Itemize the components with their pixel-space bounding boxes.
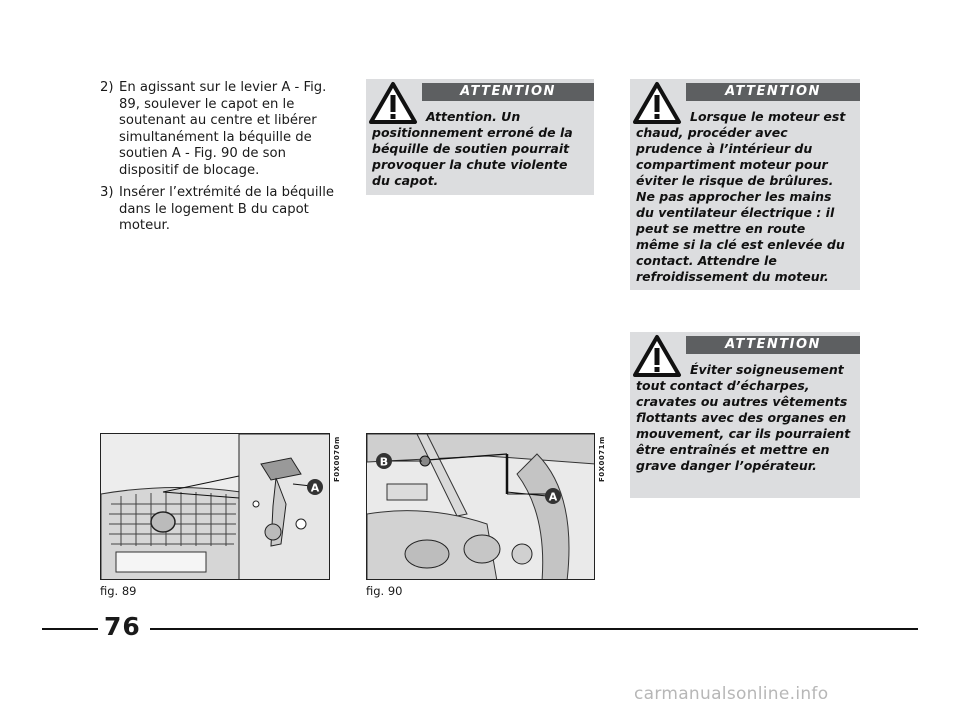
figure-90-hood-strut [366,433,595,580]
figure-caption: fig. 90 [366,584,403,598]
warning-box-hot-engine [630,79,860,290]
callout-b-label: B [379,455,389,469]
warning-tag: ATTENTION [422,83,594,101]
step-3 [100,185,340,235]
warning-box-loose-clothing [630,332,860,498]
warning-text-content: Attention. Un positionnement erroné de la béquille de soutien pourrait provoquer la chute violente du capot. [372,109,573,188]
figure-code: F0X0070m [333,436,341,482]
warning-box-hood-support [366,79,594,195]
hood-lever-illustration [101,434,330,580]
warning-tag: ATTENTION [686,83,860,101]
warning-tag: ATTENTION [686,336,860,354]
warning-text [636,109,852,285]
hood-strut-illustration [367,434,595,580]
warning-text [636,362,852,474]
page-number: 76 [104,612,141,641]
callout-a-label: A [310,481,320,495]
warning-text-content: Éviter soigneusement tout contact d’écharpes, cravates ou autres vêtements flottants avec des organes en mouvement, car ils pourraient être entraînés et mettre en grave danger l’opérateur. [636,362,851,473]
warning-text-content: Lorsque le moteur est chaud, procéder avec prudence à l’intérieur du compartiment moteur pour éviter le risque de brûlures. Ne pas approcher les mains du ventilateur électrique : il peut se mettre en route même si la clé est enlevée du contact. Attendre le refroidissement du moteur. [636,109,846,284]
step-number: 3) [100,185,114,200]
instruction-steps [100,80,340,241]
step-2 [100,80,340,179]
step-number: 2) [100,80,114,95]
watermark: carmanualsonline.info [634,684,829,704]
fiat-logo-icon [151,512,175,532]
step-text: Insérer l’extrémité de la béquille dans le logement B du capot moteur. [119,185,334,233]
figure-caption: fig. 89 [100,584,137,598]
step-text: En agissant sur le levier A - Fig. 89, soulever le capot en le soutenant au centre et libérer simultanément la béquille de soutien A - Fig. 90 de son dispositif de blocage. [119,80,327,178]
warning-text [372,109,586,189]
footer-rule-right [150,628,918,630]
figure-89-hood-lever [100,433,330,580]
figure-code: F0X0071m [598,436,606,482]
callout-a-label: A [548,490,558,504]
footer-rule-left [42,628,98,630]
